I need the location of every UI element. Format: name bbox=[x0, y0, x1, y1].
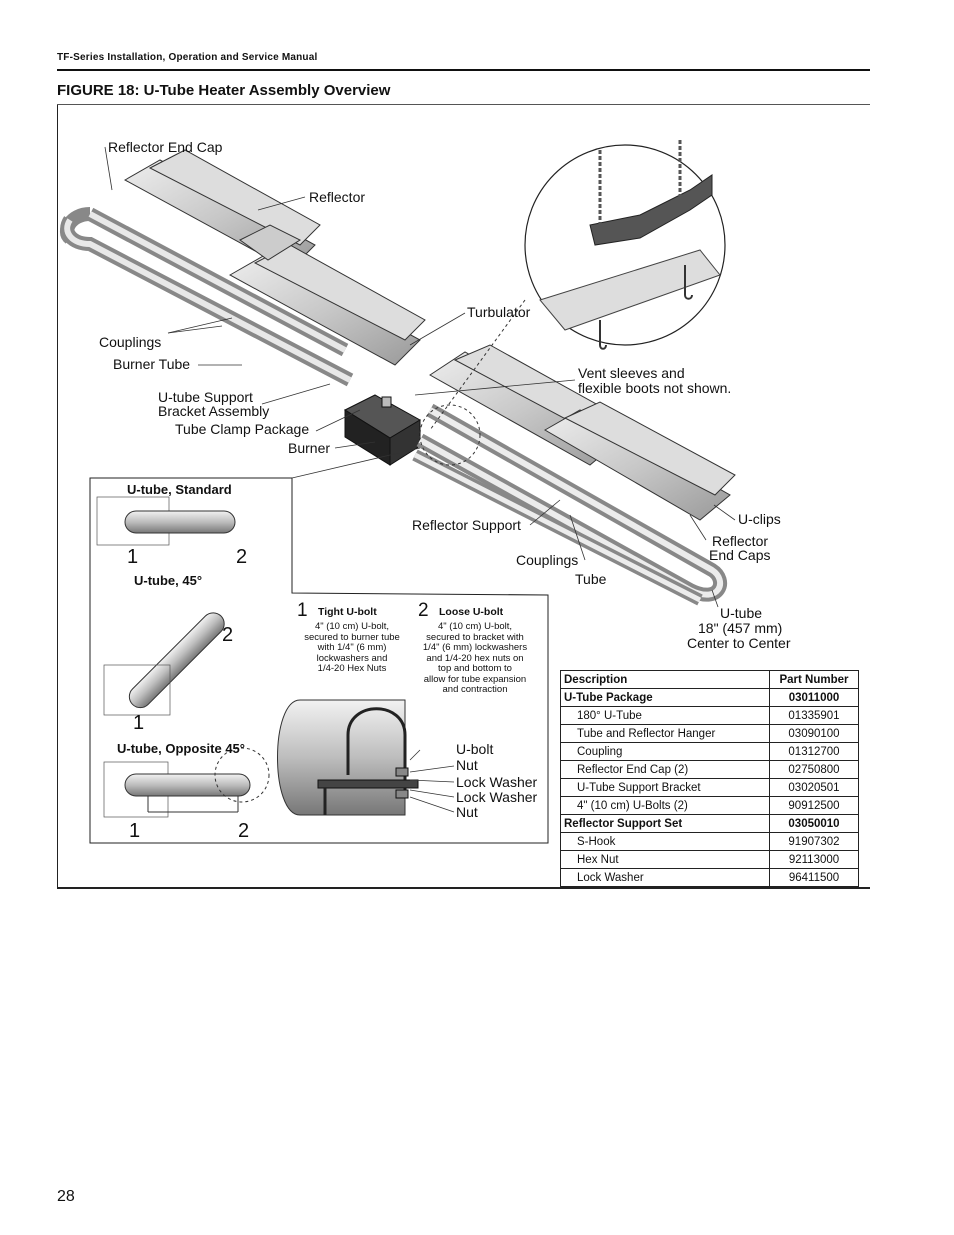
part-number: 92113000 bbox=[770, 851, 859, 869]
label-nut-1: Nut bbox=[456, 757, 478, 773]
inset-standard-num1: 1 bbox=[127, 546, 139, 568]
label-utube-1: U-tube bbox=[720, 605, 763, 621]
part-number: 03011000 bbox=[770, 689, 859, 707]
table-row bbox=[561, 707, 859, 725]
label-reflector-end-caps-2: End Caps bbox=[709, 547, 771, 563]
label-bracket-assembly: Bracket Assembly bbox=[158, 403, 270, 419]
part-description: S-Hook bbox=[561, 833, 770, 851]
table-row bbox=[561, 851, 859, 869]
label-vent-note-1: Vent sleeves and bbox=[578, 365, 685, 381]
label-u-clips: U-clips bbox=[738, 511, 781, 527]
table-row bbox=[561, 689, 859, 707]
part-number: 03050010 bbox=[770, 815, 859, 833]
page-number: 28 bbox=[57, 1188, 75, 1205]
part-description: Reflector End Cap (2) bbox=[561, 761, 770, 779]
part-description: Coupling bbox=[561, 743, 770, 761]
inset-opp45-num2: 2 bbox=[238, 820, 250, 842]
table-row bbox=[561, 725, 859, 743]
part-number: 01312700 bbox=[770, 743, 859, 761]
label-burner: Burner bbox=[288, 440, 331, 456]
inset-opp45-title: U-tube, Opposite 45° bbox=[117, 741, 245, 756]
table-row bbox=[561, 833, 859, 851]
label-reflector-support: Reflector Support bbox=[412, 517, 521, 533]
loose-ubolt-title: Loose U-bolt bbox=[439, 606, 504, 618]
tight-ubolt-num: 1 bbox=[297, 600, 308, 621]
inset-standard-title: U-tube, Standard bbox=[127, 482, 232, 497]
label-couplings-left: Couplings bbox=[99, 334, 162, 350]
part-number: 91907302 bbox=[770, 833, 859, 851]
part-description: Hex Nut bbox=[561, 851, 770, 869]
part-number: 96411500 bbox=[770, 869, 859, 887]
inset-45-num1: 1 bbox=[133, 712, 145, 734]
part-description: Reflector Support Set bbox=[561, 815, 770, 833]
column-header-description: Description bbox=[561, 671, 770, 689]
label-vent-note-2: flexible boots not shown. bbox=[578, 380, 732, 396]
table-row bbox=[561, 779, 859, 797]
inset-45-title: U-tube, 45° bbox=[134, 573, 203, 588]
label-lock-washer-2: Lock Washer bbox=[456, 789, 538, 805]
tight-ubolt-title: Tight U-bolt bbox=[318, 606, 377, 618]
label-couplings-right: Couplings bbox=[516, 552, 579, 568]
label-turbulator: Turbulator bbox=[467, 304, 531, 320]
burner-box bbox=[345, 395, 420, 465]
table-header-row bbox=[561, 671, 859, 689]
part-number: 03020501 bbox=[770, 779, 859, 797]
label-utube-2: 18" (457 mm) bbox=[698, 620, 783, 636]
part-description: U-Tube Package bbox=[561, 689, 770, 707]
table-row bbox=[561, 743, 859, 761]
label-lock-washer-1: Lock Washer bbox=[456, 774, 538, 790]
part-description: 180° U-Tube bbox=[561, 707, 770, 725]
part-number: 90912500 bbox=[770, 797, 859, 815]
inset-standard-num2: 2 bbox=[236, 546, 248, 568]
table-row bbox=[561, 815, 859, 833]
label-burner-tube: Burner Tube bbox=[113, 356, 191, 372]
label-reflector: Reflector bbox=[309, 189, 366, 205]
tight-ubolt-desc: 4" (10 cm) U-bolt, secured to burner tube with 1/4" (6 mm) lockwashers and 1/4-20 Hex Nuts bbox=[304, 621, 400, 674]
hanger-detail-circle bbox=[525, 140, 725, 349]
figure-title: FIGURE 18: U-Tube Heater Assembly Overview bbox=[57, 82, 391, 99]
column-header-part-number: Part Number bbox=[770, 671, 859, 689]
part-number: 01335901 bbox=[770, 707, 859, 725]
manual-header-title: TF-Series Installation, Operation and Service Manual bbox=[57, 52, 318, 63]
table-row bbox=[561, 869, 859, 887]
inset-45-num2: 2 bbox=[222, 624, 234, 646]
loose-ubolt-desc: 4" (10 cm) U-bolt, secured to bracket with 1/4" (6 mm) lockwashers and 1/4-20 hex nuts on top and bottom to allow for tube expansion and contraction bbox=[422, 621, 528, 695]
table-row bbox=[561, 797, 859, 815]
inset-opp45-num1: 1 bbox=[129, 820, 141, 842]
label-ubolt: U-bolt bbox=[456, 741, 494, 757]
table-row bbox=[561, 761, 859, 779]
part-description: 4" (10 cm) U-Bolts (2) bbox=[561, 797, 770, 815]
parts-table-body bbox=[561, 689, 859, 887]
label-utube-support: U-tube Support bbox=[158, 389, 253, 405]
part-description: Tube and Reflector Hanger bbox=[561, 725, 770, 743]
loose-ubolt-num: 2 bbox=[418, 600, 429, 621]
part-number: 02750800 bbox=[770, 761, 859, 779]
label-utube-3: Center to Center bbox=[687, 635, 791, 651]
part-description: Lock Washer bbox=[561, 869, 770, 887]
label-tube-clamp-package: Tube Clamp Package bbox=[175, 421, 310, 437]
label-reflector-end-cap: Reflector End Cap bbox=[108, 139, 223, 155]
part-number: 03090100 bbox=[770, 725, 859, 743]
parts-table bbox=[560, 670, 859, 887]
label-tube: Tube bbox=[575, 571, 607, 587]
part-description: U-Tube Support Bracket bbox=[561, 779, 770, 797]
label-nut-2: Nut bbox=[456, 804, 478, 820]
label-reflector-end-caps-1: Reflector bbox=[712, 533, 769, 549]
